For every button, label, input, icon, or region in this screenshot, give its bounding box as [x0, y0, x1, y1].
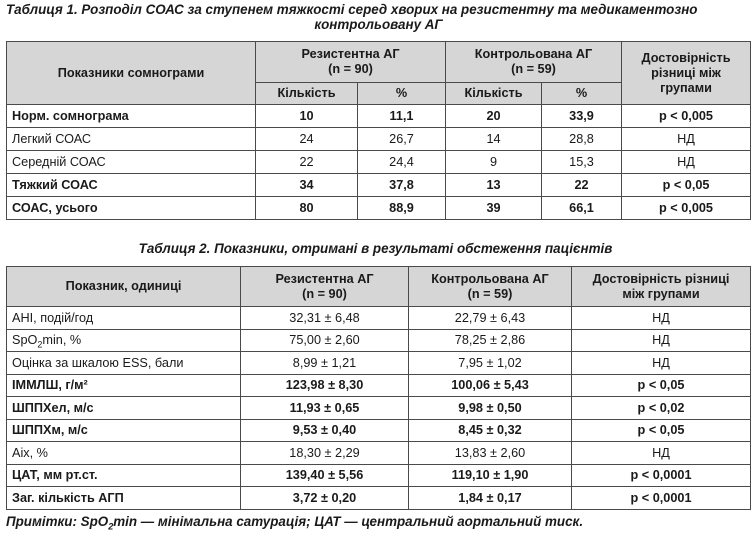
table1-caption — [6, 2, 751, 32]
table2-cell-group1: 123,98 ± 8,30 — [241, 374, 409, 397]
table2-cell-label — [7, 329, 241, 352]
table1-header-percent-2: % — [542, 83, 622, 105]
table2-row — [7, 352, 751, 375]
table2-cell-group2: 7,95 ± 1,02 — [409, 352, 572, 375]
table1-cell-percent2: 15,3 — [542, 151, 622, 174]
table1-cell-label: Тяжкий СОАС — [7, 174, 256, 197]
table1-cell-count2: 9 — [446, 151, 542, 174]
table1-cell-significance: p < 0,05 — [622, 174, 751, 197]
table2-cell-label: ІММЛШ, г/м² — [7, 374, 241, 397]
table1-row — [7, 128, 751, 151]
table1-cell-count1: 24 — [256, 128, 358, 151]
table2-cell-significance: p < 0,0001 — [572, 487, 751, 510]
table1-cell-percent1: 11,1 — [358, 105, 446, 128]
table2-header-group2-text: Контрольована АГ (n = 59) — [431, 271, 549, 301]
table2-cell-group2: 13,83 ± 2,60 — [409, 442, 572, 465]
table2-header-significance — [572, 267, 751, 307]
table1-header-group2 — [446, 42, 622, 83]
table1-cell-significance: НД — [622, 151, 751, 174]
table1-cell-significance: p < 0,005 — [622, 197, 751, 220]
table2-cell-group2: 9,98 ± 0,50 — [409, 397, 572, 420]
table1-header-count-2: Кількість — [446, 83, 542, 105]
table2-cell-group2: 119,10 ± 1,90 — [409, 464, 572, 487]
table-note — [6, 514, 751, 535]
table2-cell-group1: 139,40 ± 5,56 — [241, 464, 409, 487]
table1-cell-percent2: 28,8 — [542, 128, 622, 151]
table2-row — [7, 464, 751, 487]
table2-row — [7, 329, 751, 352]
table2-cell-group2: 100,06 ± 5,43 — [409, 374, 572, 397]
table1-cell-percent2: 22 — [542, 174, 622, 197]
table2-label-subscript: 2 — [37, 339, 43, 350]
table2-cell-group1: 32,31 ± 6,48 — [241, 307, 409, 330]
table1-cell-percent1: 24,4 — [358, 151, 446, 174]
table2-cell-group1: 11,93 ± 0,65 — [241, 397, 409, 420]
table2-cell-group1: 3,72 ± 0,20 — [241, 487, 409, 510]
table2-cell-significance: НД — [572, 307, 751, 330]
table1-cell-count2: 13 — [446, 174, 542, 197]
table1-cell-count2: 39 — [446, 197, 542, 220]
table2-row — [7, 487, 751, 510]
table2-cell-group1: 75,00 ± 2,60 — [241, 329, 409, 352]
table2-cell-significance: НД — [572, 329, 751, 352]
note-subscript: 2 — [108, 521, 114, 532]
table1-cell-count1: 34 — [256, 174, 358, 197]
table1-cell-significance: НД — [622, 128, 751, 151]
table1-cell-count2: 14 — [446, 128, 542, 151]
table2-cell-significance: p < 0,05 — [572, 374, 751, 397]
table1-cell-label: Середній СОАС — [7, 151, 256, 174]
table1-caption-line2: контрольовану АГ — [314, 17, 443, 32]
table2-row — [7, 374, 751, 397]
table2-cell-significance: p < 0,02 — [572, 397, 751, 420]
table1-header-percent-1: % — [358, 83, 446, 105]
table2-cell-group2: 22,79 ± 6,43 — [409, 307, 572, 330]
table2-header-group2 — [409, 267, 572, 307]
table2-cell-label: ШППХел, м/с — [7, 397, 241, 420]
table2-cell-label: ШППХм, м/с — [7, 419, 241, 442]
table1-caption-line1: Таблиця 1. Розподіл СОАС за ступенем тяжкості серед хворих на резистентну та медикаментозно — [6, 2, 698, 17]
table1-header-group1 — [256, 42, 446, 83]
table1-cell-percent1: 37,8 — [358, 174, 446, 197]
table2-cell-group2: 1,84 ± 0,17 — [409, 487, 572, 510]
table2-row — [7, 442, 751, 465]
table1-cell-label: СОАС, усього — [7, 197, 256, 220]
table2-label-prefix: SpO — [12, 333, 38, 348]
table1-row — [7, 197, 751, 220]
table1-cell-percent2: 33,9 — [542, 105, 622, 128]
table1-cell-count1: 80 — [256, 197, 358, 220]
table2-cell-group1: 8,99 ± 1,21 — [241, 352, 409, 375]
table1-header-group1-text: Резистентна АГ (n = 90) — [301, 47, 400, 76]
table1-header-group2-text: Контрольована АГ (n = 59) — [474, 47, 593, 76]
table1-header-indicator: Показники сомнограми — [7, 42, 256, 105]
table1-cell-label: Норм. сомнограма — [7, 105, 256, 128]
table2-row — [7, 307, 751, 330]
table1-cell-percent1: 88,9 — [358, 197, 446, 220]
table2-cell-group1: 18,30 ± 2,29 — [241, 442, 409, 465]
table2-cell-label: Оцінка за шкалою ESS, бали — [7, 352, 241, 375]
table1-cell-count1: 10 — [256, 105, 358, 128]
table2-cell-significance: НД — [572, 442, 751, 465]
table1-cell-significance: p < 0,005 — [622, 105, 751, 128]
table2-cell-group1: 9,53 ± 0,40 — [241, 419, 409, 442]
table2-header-group1-text: Резистентна АГ (n = 90) — [275, 271, 374, 301]
table1-row — [7, 151, 751, 174]
table1-row — [7, 174, 751, 197]
table2-cell-significance: p < 0,0001 — [572, 464, 751, 487]
table1-cell-percent1: 26,7 — [358, 128, 446, 151]
table2-cell-group2: 78,25 ± 2,86 — [409, 329, 572, 352]
table1-header-significance: Достовірність різниці між групами — [622, 42, 751, 105]
note-prefix: Примітки: SpO — [6, 514, 109, 529]
note-text: min — мінімальна сатурація; ЦАТ — центральний аортальний тиск. — [113, 514, 584, 529]
table2-caption: Таблиця 2. Показники, отримані в результаті обстеження пацієнтів — [138, 241, 613, 256]
table2-cell-label: Заг. кількість АГП — [7, 487, 241, 510]
table2-cell-significance: НД — [572, 352, 751, 375]
table2-cell-label: Аіх, % — [7, 442, 241, 465]
table1-cell-label: Легкий СОАС — [7, 128, 256, 151]
table2-cell-group2: 8,45 ± 0,32 — [409, 419, 572, 442]
table2-cell-label: АНІ, подій/год — [7, 307, 241, 330]
table1-header-count-1: Кількість — [256, 83, 358, 105]
table1 — [6, 41, 751, 220]
table2-header-indicator: Показник, одиниці — [7, 267, 241, 307]
table2-row — [7, 397, 751, 420]
table1-row — [7, 105, 751, 128]
table2 — [6, 266, 751, 510]
table2-cell-significance: p < 0,05 — [572, 419, 751, 442]
table1-cell-count1: 22 — [256, 151, 358, 174]
table2-label-suffix: min, % — [42, 333, 82, 348]
table2-row — [7, 419, 751, 442]
table2-cell-label: ЦАТ, мм рт.ст. — [7, 464, 241, 487]
table2-header-group1 — [241, 267, 409, 307]
table2-header-significance-text: Достовірність різниці між групами — [592, 271, 730, 301]
table1-cell-percent2: 66,1 — [542, 197, 622, 220]
table1-cell-count2: 20 — [446, 105, 542, 128]
